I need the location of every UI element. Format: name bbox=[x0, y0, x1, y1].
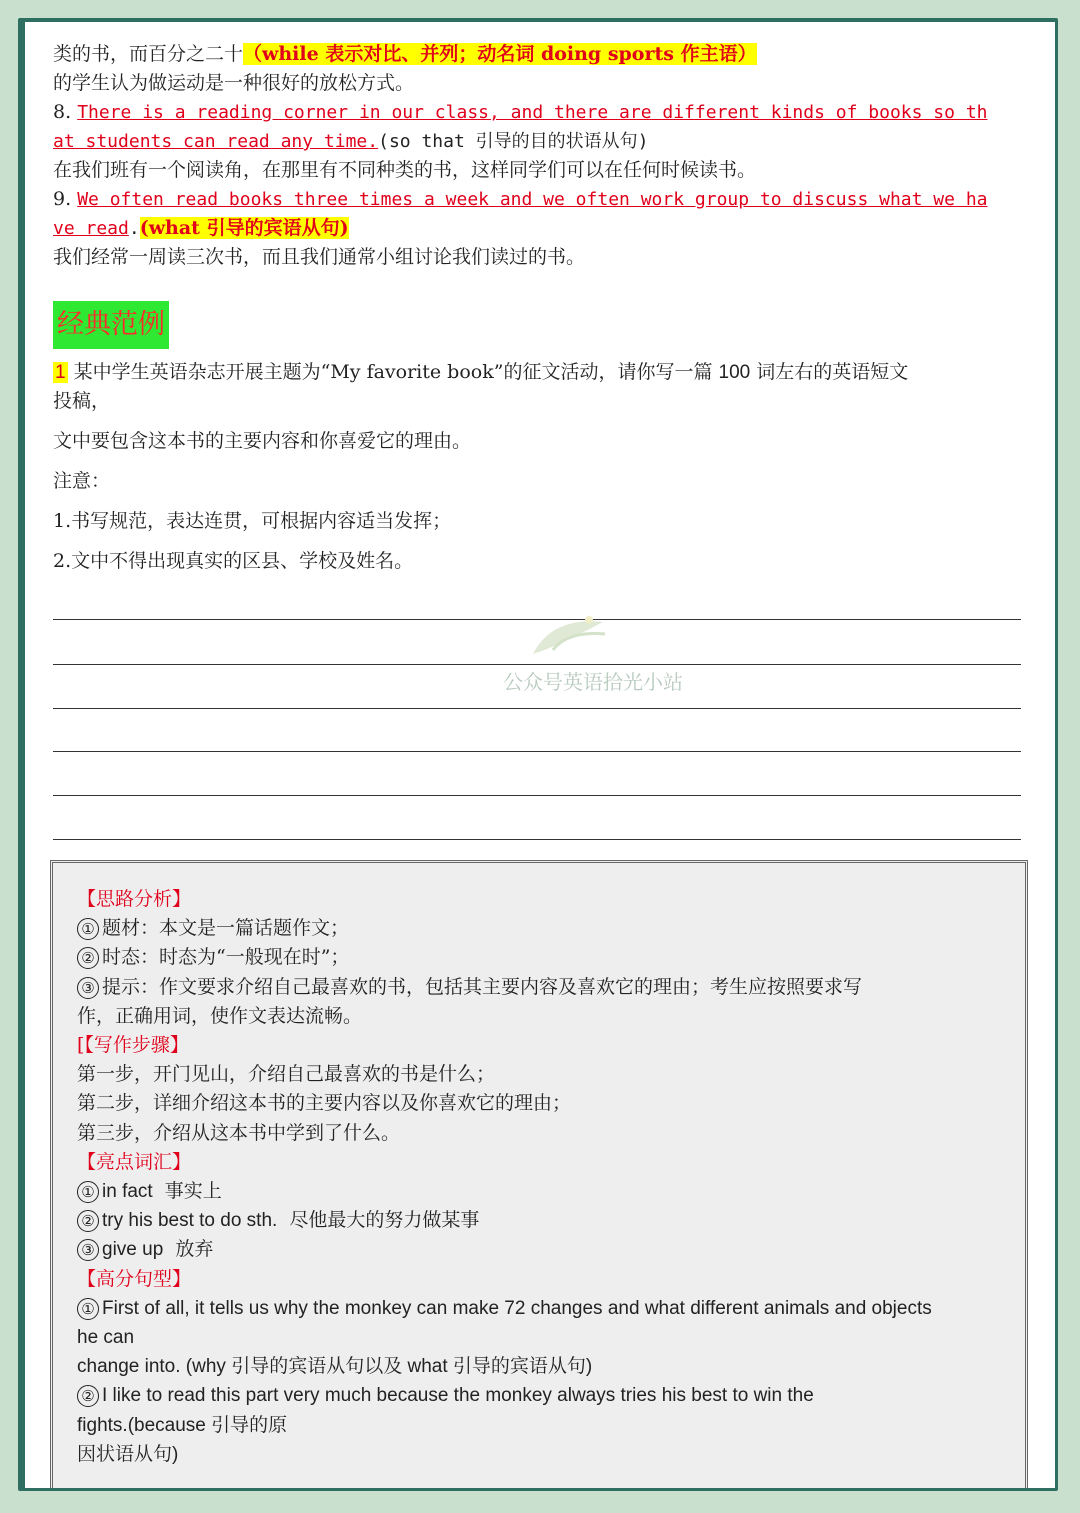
heading-sentence-patterns: 【高分句型】 bbox=[77, 1267, 192, 1290]
circled-number-icon: ③ bbox=[77, 1239, 99, 1261]
example-sentences bbox=[53, 40, 1028, 272]
answer-line[interactable] bbox=[53, 751, 1021, 752]
answer-line[interactable] bbox=[53, 708, 1021, 709]
prompt-requirement: 文中要包含这本书的主要内容和你喜爱它的理由。 bbox=[53, 430, 472, 452]
analysis-item-cont: 作，正确用词，使作文表达流畅。 bbox=[77, 1004, 363, 1027]
analysis-item: 时态：时态为“一般现在时”； bbox=[102, 946, 350, 969]
vocab-en: give up bbox=[102, 1239, 164, 1261]
heading-analysis: 【思路分析】 bbox=[77, 888, 192, 910]
vocab-cn: 尽他最大的努力做某事 bbox=[289, 1209, 480, 1232]
heading-steps: [【写作步骤】 bbox=[77, 1034, 189, 1057]
leaf-logo-icon bbox=[523, 614, 613, 658]
circled-number-icon: ① bbox=[77, 918, 99, 940]
watermark-text: 公众号英语拾光小站 bbox=[503, 670, 683, 694]
pattern-sentence: First of all, it tells us why the monkey can make 72 changes and what different animals and objects bbox=[102, 1297, 932, 1319]
sentence-number-8: 8. bbox=[53, 101, 72, 123]
sentence-8-english-cont: at students can read any time. bbox=[53, 131, 379, 152]
pattern-sentence-cont: change into. (why 引导的宾语从句以及 what 引导的宾语从句) bbox=[77, 1356, 593, 1378]
writing-prompt bbox=[53, 358, 1028, 587]
document-page bbox=[25, 22, 1055, 1488]
analysis-box bbox=[50, 860, 1028, 1488]
sentence-9-period: . bbox=[128, 218, 140, 239]
sentence-number-9: 9. bbox=[53, 188, 72, 210]
vocab-cn: 放弃 bbox=[175, 1238, 214, 1261]
analysis-item: 题材：本文是一篇话题作文； bbox=[102, 917, 350, 940]
circled-number-icon: ② bbox=[77, 1385, 99, 1407]
sentence-9-grammar-note: (what 引导的宾语从句) bbox=[139, 217, 349, 239]
question-number: 1 bbox=[55, 362, 66, 383]
sentence-8-translation: 在我们班有一个阅读角，在那里有不同种类的书，这样同学们可以在任何时候读书。 bbox=[53, 159, 757, 181]
sentence-8-grammar-note: (so that 引导的目的状语从句) bbox=[378, 131, 649, 152]
word-count: 100 bbox=[718, 362, 751, 383]
watermark bbox=[503, 614, 733, 694]
circled-number-icon: ① bbox=[77, 1298, 99, 1320]
sentence-7-tail: 类的书，而百分之二十 bbox=[53, 43, 244, 65]
pattern-sentence: I like to read this part very much because the monkey always tries his best to win the bbox=[102, 1385, 814, 1407]
answer-line[interactable] bbox=[53, 839, 1021, 840]
sentence-8-english: There is a reading corner in our class, and there are different kinds of books so th bbox=[77, 102, 988, 123]
step-item: 第二步，详细介绍这本书的主要内容以及你喜欢它的理由； bbox=[77, 1092, 572, 1115]
sentence-7-translation-end: 的学生认为做运动是一种很好的放松方式。 bbox=[53, 72, 415, 94]
circled-number-icon: ③ bbox=[77, 977, 99, 999]
vocab-cn: 事实上 bbox=[164, 1180, 222, 1203]
grammar-note-highlight: （while 表示对比、并列；动名词 doing sports 作主语） bbox=[243, 43, 757, 65]
step-item: 第三步，介绍从这本书中学到了什么。 bbox=[77, 1121, 401, 1144]
circled-number-icon: ② bbox=[77, 1210, 99, 1232]
analysis-item: 提示：作文要求介绍自己最喜欢的书，包括其主要内容及喜欢它的理由；考生应按照要求写 bbox=[102, 975, 863, 998]
notes-heading: 注意： bbox=[53, 470, 111, 492]
pattern-sentence-cont: he can bbox=[77, 1327, 135, 1349]
prompt-line bbox=[53, 358, 1028, 416]
circled-number-icon: ① bbox=[77, 1181, 99, 1203]
pattern-sentence-cont: 因状语从句) bbox=[77, 1443, 179, 1465]
prompt-text: 某中学生英语杂志开展主题为“My favorite book”的征文活动，请你写一篇 bbox=[73, 361, 713, 383]
prompt-text-wrap: 投稿， bbox=[53, 390, 111, 412]
note-1: 1.书写规范，表达连贯，可根据内容适当发挥； bbox=[53, 510, 452, 532]
vocab-en: try his best to do sth. bbox=[102, 1210, 278, 1232]
sentence-9-english: We often read books three times a week and we often work group to discuss what we ha bbox=[77, 189, 988, 210]
sentence-9-translation: 我们经常一周读三次书，而且我们通常小组讨论我们读过的书。 bbox=[53, 246, 586, 268]
answer-line[interactable] bbox=[53, 795, 1021, 796]
note-2: 2.文中不得出现真实的区县、学校及姓名。 bbox=[53, 550, 414, 572]
prompt-text-end: 词左右的英语短文 bbox=[756, 361, 909, 383]
vocab-en: in fact bbox=[102, 1181, 153, 1203]
section-title: 经典范例 bbox=[53, 301, 169, 349]
pattern-sentence-cont: fights.(because 引导的原 bbox=[77, 1414, 288, 1436]
sentence-9-english-cont: ve read bbox=[53, 218, 129, 239]
step-item: 第一步，开门见山，介绍自己最喜欢的书是什么； bbox=[77, 1063, 496, 1086]
circled-number-icon: ② bbox=[77, 947, 99, 969]
heading-vocabulary: 【亮点词汇】 bbox=[77, 1150, 192, 1173]
